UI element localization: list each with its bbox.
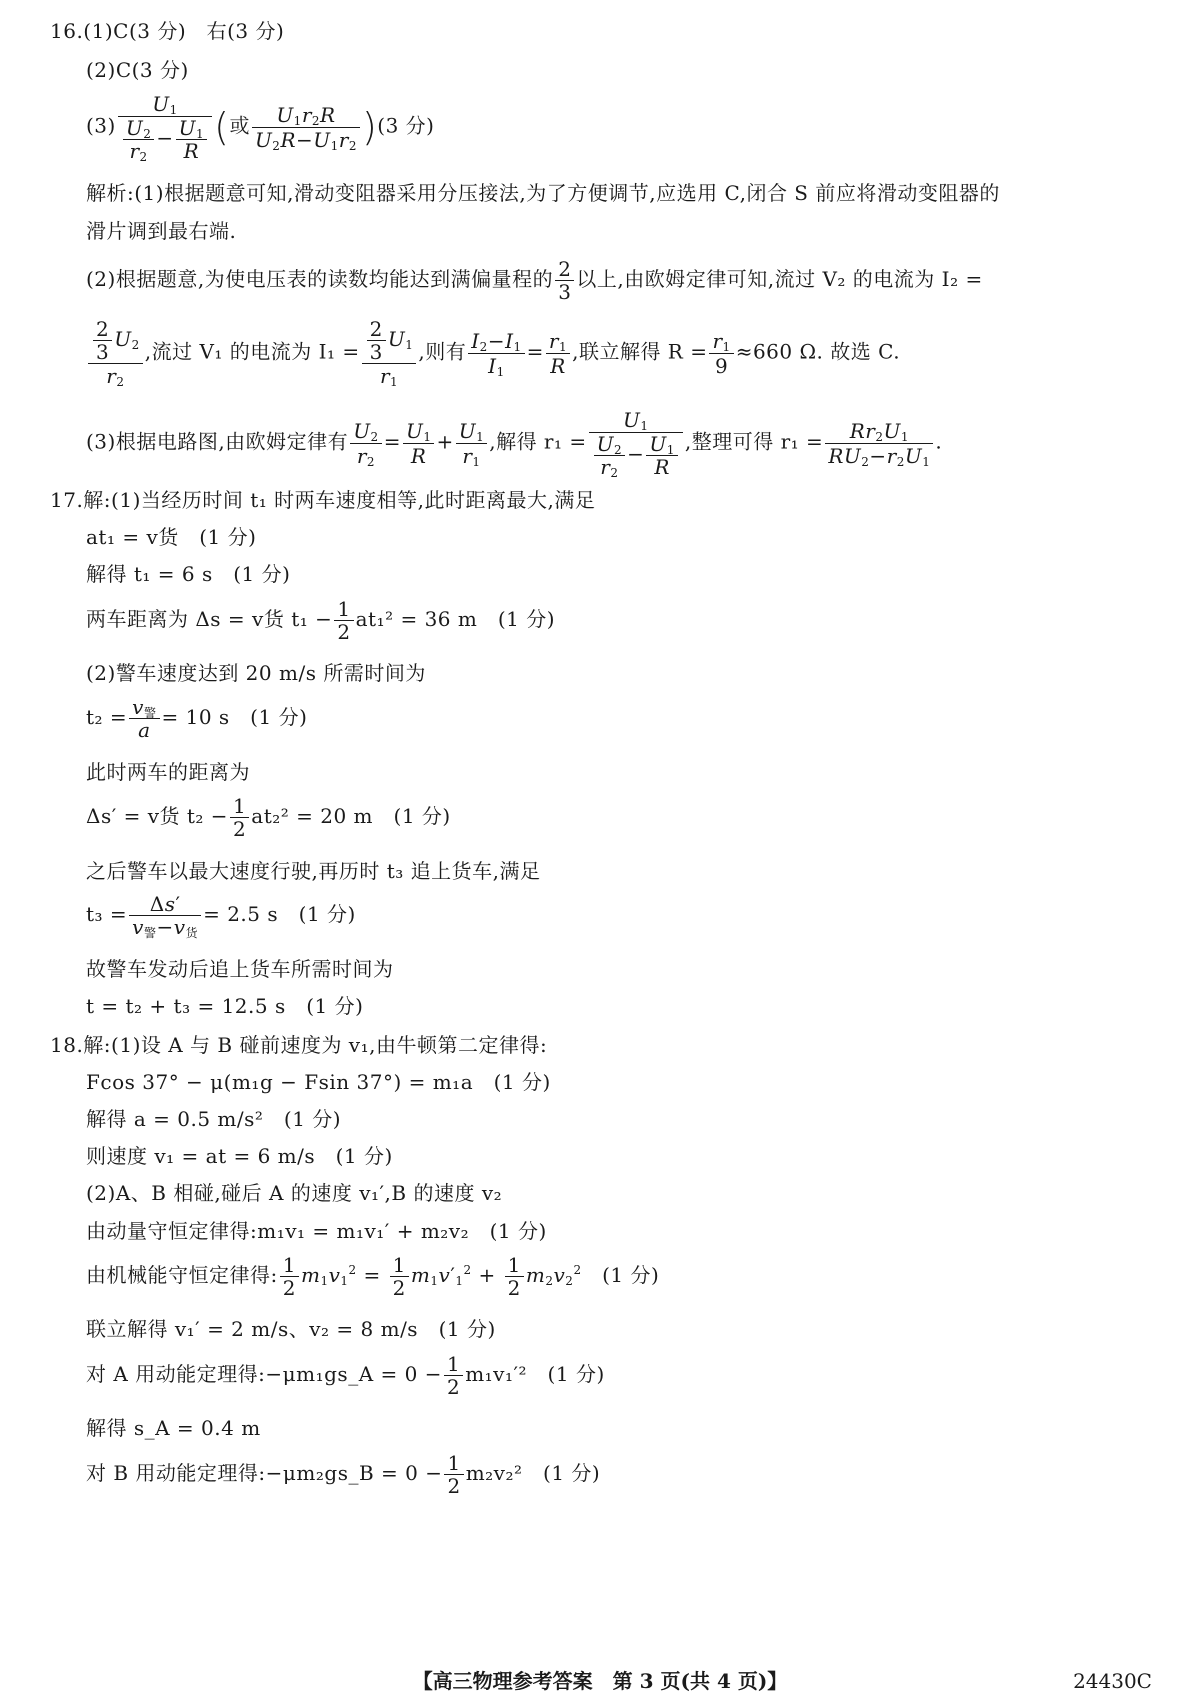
q16-analysis-3: (3)根据电路图,由欧姆定律有 $\frac{U_2}{r_2}$ = $\frac{U_1}{R}$ + $\frac{U_1}{r_1}$ ,解得 r₁ = $U_1$ $\frac{U_2}{r_2}$ − $\frac{U_1}{R}$ ,整理可得 r₁ = $\frac{Rr_2U_1}{RU_2-r_2U_1}$ . (86, 408, 943, 480)
q17-line-6-pre: t₂ = (86, 705, 128, 729)
q16-analysis-2b-t2: ,则有 (418, 339, 467, 364)
q16-part3: (3) $U_1$ $\frac{U_2}{r_2}$ − $\frac{U_1}{R}$ (或 $\frac{U_1r_2R}{U_2R-U_1r_2}$ )(3 分) (86, 92, 435, 164)
q18-line-9-post: m₁v₁′² (1 分) (465, 1362, 605, 1386)
q16-part3-alt-formula: $\frac{U_1r_2R}{U_2R-U_1r_2}$ (252, 103, 360, 152)
two-thirds-fraction: $\frac{2}{3}$ (555, 258, 574, 303)
q16-part3-formula: $U_1$ $\frac{U_2}{r_2}$ − $\frac{U_1}{R}$ (118, 92, 212, 162)
q17-line-4-post: at₁² = 36 m (1 分) (355, 607, 556, 631)
half-fraction: $\frac{1}{2}$ (444, 1353, 463, 1398)
r1-simplified-formula: $\frac{Rr_2U_1}{RU_2-r_2U_1}$ (825, 419, 933, 468)
t3-fraction: $\frac{\Delta s'}{v_警-v_货}$ (129, 893, 201, 938)
q18-line-3: 解得 a = 0.5 m/s² (1 分) (86, 1107, 342, 1131)
q18-line-7-score: (1 分) (602, 1263, 660, 1287)
q18-line-7-pre: 由机械能守恒定律得: (86, 1263, 278, 1287)
q16-analysis-2b-t3: ,联立解得 R = (572, 339, 708, 364)
q16-analysis-2b-t1: ,流过 V₁ 的电流为 I₁ = (144, 339, 360, 364)
q18-line-11-post: m₂v₂² (1 分) (465, 1461, 601, 1485)
q17-line-10-pre: t₃ = (86, 902, 128, 926)
q18-line-2: Fcos 37° − μ(m₁g − Fsin 37°) = m₁a (1 分) (86, 1070, 551, 1094)
q16-analysis-1a: 解析:(1)根据题意可知,滑动变阻器采用分压接法,为了方便调节,应选用 C,闭合 S 前应将滑动变阻器的 (86, 181, 1000, 205)
r-over-9-formula: $\frac{r_1}{9}$ (709, 329, 733, 378)
current-ratio-formula: $\frac{I_2-I_1}{I_1}$ (468, 329, 524, 378)
q18-line-10: 解得 s_A = 0.4 m (86, 1416, 261, 1440)
q17-line-12: t = t₂ + t₃ = 12.5 s (1 分) (86, 994, 364, 1018)
q16-analysis-2b-t4: ≈660 Ω. 故选 C. (735, 339, 901, 364)
q17-line-10 (86, 893, 356, 938)
q16-part1: 16.(1)C(3 分) 右(3 分) (50, 19, 285, 43)
q18-line-11-pre: 对 B 用动能定理得:−μm₂gs_B = 0 − (86, 1461, 443, 1485)
q16-analysis-1b: 滑片调到最右端. (86, 219, 237, 243)
q17-line-3: 解得 t₁ = 6 s (1 分) (86, 562, 291, 586)
q16-analysis-2a-post: 以上,由欧姆定律可知,流过 V₂ 的电流为 I₂ = (576, 267, 983, 291)
q18-line-6: 由动量守恒定律得:m₁v₁ = m₁v₁′ + m₂v₂ (1 分) (86, 1219, 547, 1243)
q17-line-4-pre: 两车距离为 Δs = v货 t₁ − (86, 607, 333, 631)
q17-line-4 (86, 598, 555, 643)
resistance-ratio-formula: $\frac{r_1}{R}$ (546, 329, 570, 378)
q17-line-6 (86, 696, 307, 741)
q16-analysis-3-t1: (3)根据电路图,由欧姆定律有 (86, 429, 349, 454)
q18-line-4: 则速度 v₁ = at = 6 m/s (1 分) (86, 1144, 393, 1168)
half-fraction: $\frac{1}{2}$ (230, 795, 249, 840)
q16-part3-or: 或 (229, 113, 250, 138)
q17-line-7: 此时两车的距离为 (86, 760, 250, 784)
q16-part3-prefix: (3) (86, 113, 116, 138)
q18-line-11 (86, 1452, 600, 1497)
ohm-law-formula: $\frac{U_2}{r_2}$ (350, 419, 382, 468)
half-fraction: $\frac{1}{2}$ (444, 1452, 463, 1497)
q16-analysis-3-t3: ,整理可得 r₁ = (684, 429, 824, 454)
i1-formula: $\frac{2}{3}$ $U_1$ $r_1$ (362, 318, 417, 388)
q17-line-2: at₁ = v货 (1 分) (86, 525, 257, 549)
q16-part3-score: (3 分) (377, 113, 435, 138)
footer-title: 【高三物理参考答案 第 3 页(共 4 页)】 (412, 1669, 788, 1693)
r1-solution-formula: $U_1$ $\frac{U_2}{r_2}$ − $\frac{U_1}{R}$ (589, 408, 683, 478)
q17-line-10-post: = 2.5 s (1 分) (203, 902, 356, 926)
q17-line-8-pre: Δs′ = v货 t₂ − (86, 804, 229, 828)
half-fraction: $\frac{1}{2}$ (334, 598, 353, 643)
t2-fraction: $\frac{v_警}{a}$ (129, 696, 159, 741)
q16-part2: (2)C(3 分) (86, 58, 189, 82)
footer-code: 24430C (1073, 1669, 1152, 1693)
q18-line-8: 联立解得 v₁′ = 2 m/s、v₂ = 8 m/s (1 分) (86, 1317, 496, 1341)
q17-line-8-post: at₂² = 20 m (1 分) (251, 804, 451, 828)
q18-line-5: (2)A、B 相碰,碰后 A 的速度 v₁′,B 的速度 v₂ (86, 1181, 503, 1205)
q16-analysis-2a-pre: (2)根据题意,为使电压表的读数均能达到满偏量程的 (86, 267, 554, 291)
q18-line-9-pre: 对 A 用动能定理得:−μm₁gs_A = 0 − (86, 1362, 442, 1386)
q16-analysis-2b: $\frac{2}{3}$ $U_2$ $r_2$ ,流过 V₁ 的电流为 I₁ = $\frac{2}{3}$ $U_1$ $r_1$ ,则有 $\frac{I_2-I_1}{I_1}$ = $\frac{r_1}{R}$ ,联立解得 R = $\frac{r_1}{9}$ ≈660 Ω. 故选 C. (86, 318, 900, 388)
q17-line-1: 17.解:(1)当经历时间 t₁ 时两车速度相等,此时距离最大,满足 (50, 488, 596, 512)
i2-formula: $\frac{2}{3}$ $U_2$ $r_2$ (88, 318, 143, 388)
q17-line-8 (86, 795, 451, 840)
q18-line-7: 由机械能守恒定律得: $\frac{1}{2}$ $m_1v_1^2$ = $\frac{1}{2}$ $m_1v'_1^2$ + $\frac{1}{2}$ $m_2v_2^2$ (1 分) (86, 1253, 660, 1300)
q17-line-11: 故警车发动后追上货车所需时间为 (86, 957, 394, 981)
q17-line-5: (2)警车速度达到 20 m/s 所需时间为 (86, 661, 426, 685)
q17-line-9: 之后警车以最大速度行驶,再历时 t₃ 追上货车,满足 (86, 859, 541, 883)
q16-analysis-2a (86, 258, 983, 303)
q18-line-1: 18.解:(1)设 A 与 B 碰前速度为 v₁,由牛顿第二定律得: (50, 1033, 548, 1057)
q17-line-6-post: = 10 s (1 分) (161, 705, 308, 729)
q16-analysis-3-t2: ,解得 r₁ = (489, 429, 587, 454)
q18-line-9 (86, 1353, 605, 1398)
